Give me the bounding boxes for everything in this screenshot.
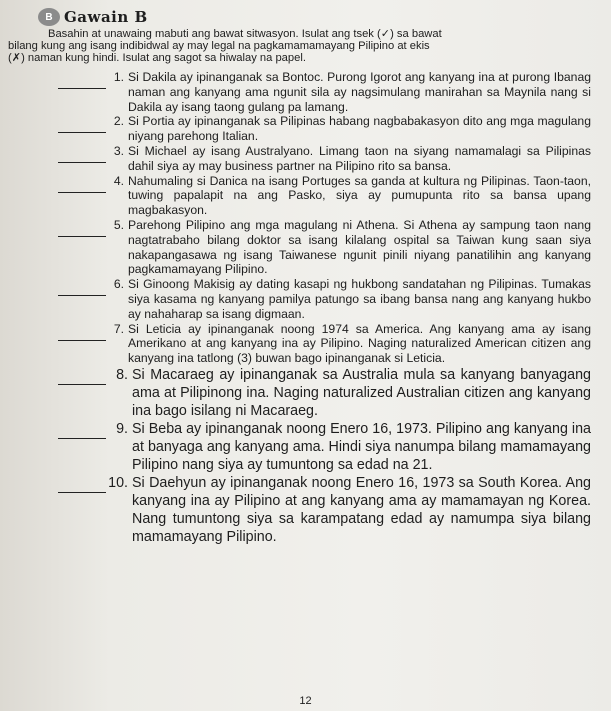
- item-text: Nahumaling si Danica na isang Portuges sa ganda at kultura ng Pilipinas. Taon-taon, tuwing papalapit na ang Pasko, siya ay pumupunta rito sa bansa upang magbakasyon.: [128, 173, 591, 218]
- list-item: [8, 174, 605, 218]
- list-item: [8, 366, 605, 420]
- answer-blank[interactable]: [58, 132, 106, 133]
- item-number: 4.: [113, 173, 124, 188]
- answer-blank[interactable]: [58, 192, 106, 193]
- answer-blank[interactable]: [58, 88, 106, 89]
- item-number: 1.: [113, 70, 124, 84]
- instructions-line: Basahin at unawaing mabuti ang bawat sitwasyon. Isulat ang tsek (✓) sa bawat: [48, 28, 442, 40]
- answer-blank[interactable]: [58, 162, 106, 163]
- instructions-line: bilang kung ang isang indibidwal ay may legal na pagkamamamayang Pilipino at ekis: [8, 40, 430, 52]
- list-item: [8, 420, 605, 474]
- item-text: Si Daehyun ay ipinanganak noong Enero 16, 1973 sa South Korea. Ang kanyang ina ay Pilipino at ang kanyang ama ay mamamayan ng Korea. Nang tumuntong siya sa karampatang edad ay namumpa siya bilang mamamayang Pilipino.: [132, 474, 591, 545]
- item-number: 7.: [113, 321, 124, 336]
- activity-badge: B: [38, 8, 60, 26]
- activity-header: [38, 6, 605, 28]
- list-item: [8, 144, 605, 174]
- item-number: 2.: [113, 114, 124, 129]
- instructions-line: (✗) naman kung hindi. Isulat ang sagot sa hiwalay na papel.: [8, 52, 306, 64]
- item-list: [8, 70, 605, 546]
- list-item: [8, 277, 605, 321]
- item-text: Si Beba ay ipinanganak noong Enero 16, 1973. Pilipino ang kanyang ina at banyaga ang kanyang ama. Hindi siya nanumpa bilang mamamayang Pilipino nang siya ay tumuntong sa edad na 21.: [132, 420, 591, 473]
- item-text: Parehong Pilipino ang mga magulang ni Athena. Si Athena ay sampung taon nang nagtatrabaho bilang doktor sa isang kilalang ospital sa Taiwan kung saan siya nakapangasawa ng isang Taiwanese ngunit pinili niyang panatilihin ang kanyang pagkamamayang Pilipino.: [128, 217, 591, 277]
- answer-blank[interactable]: [58, 384, 106, 385]
- item-number: 5.: [113, 217, 124, 232]
- page-number: 12: [299, 695, 312, 707]
- item-text: Si Ginoong Makisig ay dating kasapi ng hukbong sandatahan ng Pilipinas. Tumakas siya kasama ng kanyang pamilya patungo sa ibang bansa nang ang kanyang hukbo ay nahaharap sa isang digmaan.: [128, 277, 591, 321]
- item-number: 10.: [108, 474, 128, 491]
- item-text: Si Dakila ay ipinanganak sa Bontoc. Purong Igorot ang kanyang ina at purong Ibanag naman ang kanyang ama ngunit sila ay nagsimulang manirahan sa Maynila nang si Dakila ay isang taong gulang pa lamang.: [128, 70, 591, 114]
- item-text: Si Portia ay ipinanganak sa Pilipinas habang nagbabakasyon dito ang mga magulang niyang parehong Italian.: [128, 114, 591, 144]
- item-text: Si Michael ay isang Australyano. Limang taon na siyang namamalagi sa Pilipinas dahil siya ay may business partner na Pilipino rito sa bansa.: [128, 143, 591, 173]
- list-item: [8, 218, 605, 277]
- item-text: Si Macaraeg ay ipinanganak sa Australia mula sa kanyang banyagang ama at Pilipinong ina. Naging naturalized Australian citizen ang kanyang ina bago isilang ni Macaraeg.: [132, 366, 591, 419]
- activity-title: Gawain B: [64, 8, 148, 26]
- item-number: 8.: [116, 366, 128, 383]
- answer-blank[interactable]: [58, 340, 106, 341]
- item-number: 3.: [113, 143, 124, 158]
- item-number: 6.: [113, 277, 124, 292]
- list-item: [8, 322, 605, 366]
- list-item: [8, 114, 605, 144]
- list-item: [8, 70, 605, 114]
- answer-blank[interactable]: [58, 295, 106, 296]
- answer-blank[interactable]: [58, 492, 106, 493]
- answer-blank[interactable]: [58, 236, 106, 237]
- answer-blank[interactable]: [58, 438, 106, 439]
- item-number: 9.: [116, 420, 128, 437]
- list-item: [8, 474, 605, 546]
- instructions: [8, 28, 605, 64]
- item-text: Si Leticia ay ipinanganak noong 1974 sa America. Ang kanyang ama ay isang Amerikano at ang kanyang ina ay Pilipino. Naging naturalized American citizen ang kanyang ina tatlong (3) buwan bago ipinanganak si Leticia.: [128, 321, 591, 366]
